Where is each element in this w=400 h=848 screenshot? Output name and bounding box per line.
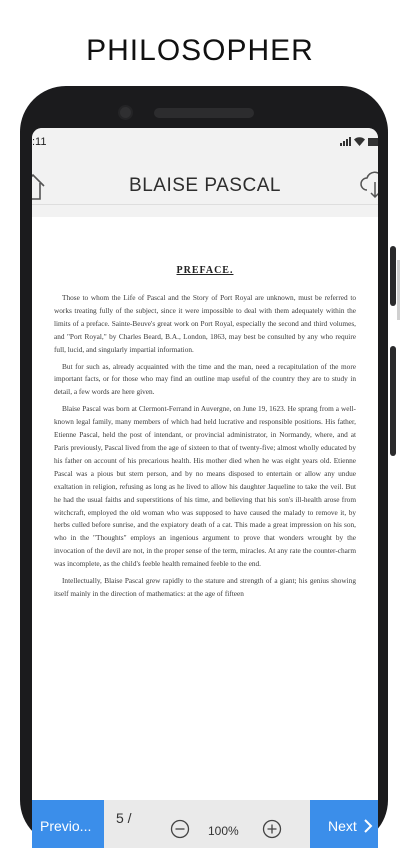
phone-camera <box>118 105 133 120</box>
promo-title: PHILOSOPHER <box>86 34 314 67</box>
phone-side-button <box>390 346 396 456</box>
chevron-right-icon <box>363 819 373 833</box>
document-paragraph: Intellectually, Blaise Pascal grew rapidly to the stature and strength of a giant; his genius showing itself mainly in the direction of mathematics: at the age of fifteen <box>54 576 356 598</box>
zoom-out-icon[interactable] <box>170 819 190 839</box>
app-header <box>32 156 378 205</box>
signal-icon <box>340 137 351 146</box>
status-icons <box>340 137 378 146</box>
document-heading: PREFACE. <box>176 265 234 276</box>
document-paragraph: But for such as, already acquainted with the time and the man, need a recapitulation of the more important facts, or for those who may find an outline map useful of the country they are to study in detail, a few words are here given. <box>54 361 356 397</box>
next-button-label: Next <box>328 818 357 834</box>
page-title: BLAISE PASCAL <box>129 175 281 196</box>
phone-speaker <box>154 108 254 118</box>
cloud-download-icon[interactable] <box>358 168 378 200</box>
document-page <box>32 217 378 817</box>
next-button[interactable] <box>310 800 378 848</box>
pagination-bar <box>32 800 378 848</box>
page-indicator: 5 / <box>116 810 132 826</box>
phone-frame <box>20 86 388 846</box>
zoom-in-icon[interactable] <box>262 819 282 839</box>
document-paragraph: Blaise Pascal was born at Clermont-Ferrand in Auvergne, on June 19, 1623. He sprang from a well-known legal family, many members of which had held lucrative and responsible positions. His father, Etienne Pascal, held the post of intendant, or provincial administrator, in Normandy, where, and at Paris previously, Pascal lived from the age of sixteen to that of twenty-five; almost wholly educated by his father on account of his precarious health. His mother died when he was eight years old. Etienne Pascal was a pious but stern person, and by no means disposed to entertain or allow any undue exaltation in religion, refusing as long as he lived to allow his daughter Jaqueline to take the veil. But he had the usual faiths and superstitions of his time, and believing that his son's ill-health arose from witchcraft, employed the old woman who was supposed to have caused the malady to remove it, by herbs culled before sunrise, and the expiatory death of a cat. This made a great impression on his son, who in the "Thoughts" employs an ingenious argument to prove that wonders wrought by the invocation of the devil are not, in the proper sense of the term, miracles. At any rate the counter-charm was incomplete, as the child's feeble health remained feeble to the end. <box>54 404 356 569</box>
status-time: :11 <box>32 136 47 148</box>
document-paragraph: Those to whom the Life of Pascal and the Story of Port Royal are unknown, must be referred to works treating fully of the subject, since it were impossible to deal with them adequately within the limits of a preface. Sainte-Beuve's great work on Port Royal, especially the second and third volumes, and "Port Royal," by Charles Beard, B.A., London, 1863, may best be consulted by any who require full, lucid, and singularly impartial information. <box>54 293 356 354</box>
battery-icon <box>368 138 378 146</box>
status-bar <box>32 128 378 156</box>
zoom-level: 100% <box>208 824 239 838</box>
wifi-icon <box>354 137 365 146</box>
app-screen <box>32 128 378 848</box>
previous-button[interactable]: Previo... <box>32 800 104 848</box>
phone-side-button <box>390 246 396 306</box>
document-viewer[interactable] <box>32 205 378 806</box>
